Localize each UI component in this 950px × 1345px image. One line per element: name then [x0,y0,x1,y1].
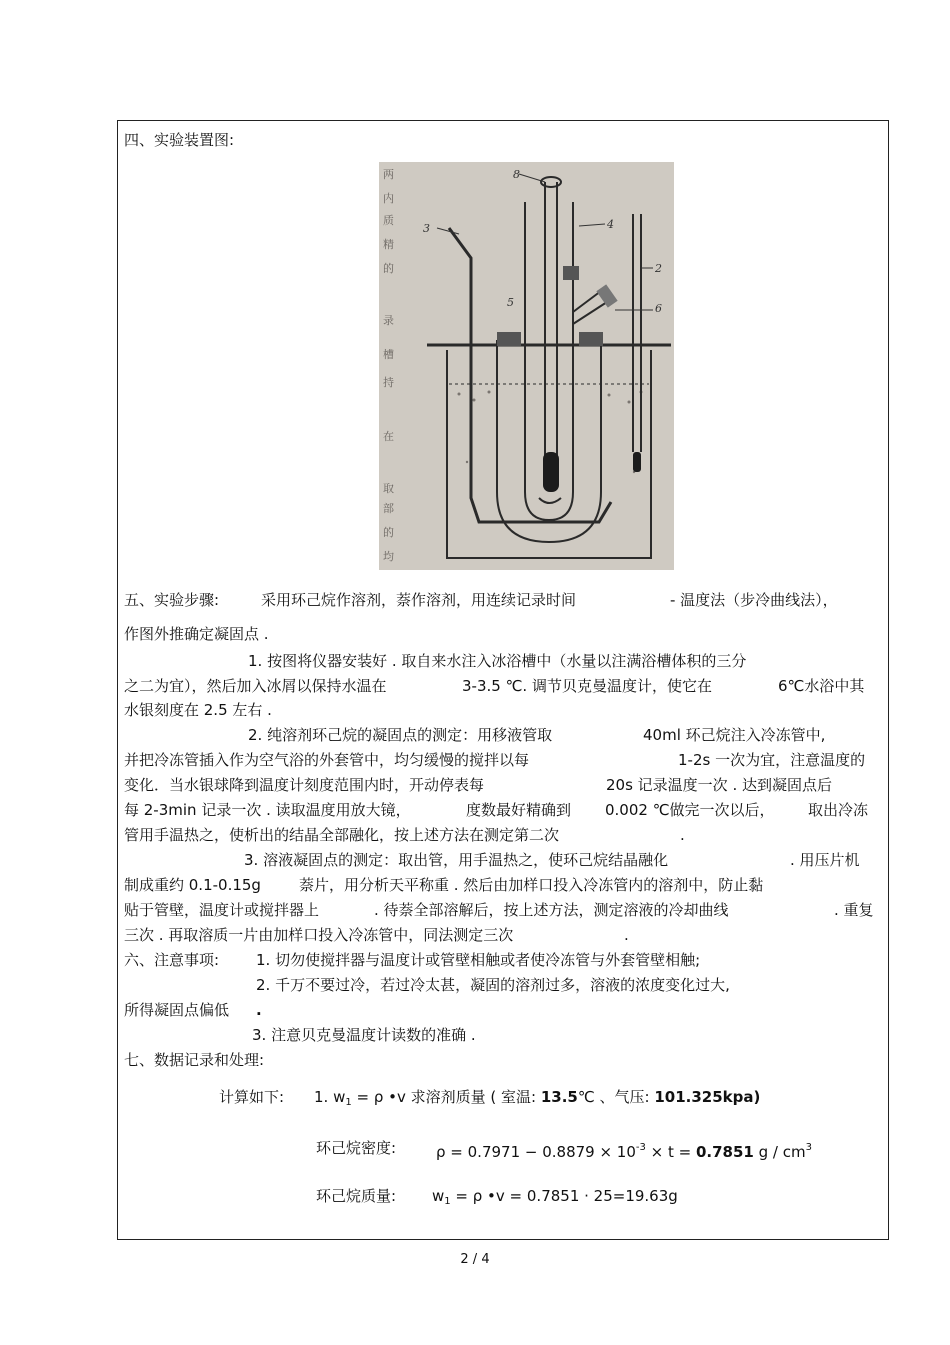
side-char: 部 [383,502,394,515]
section5-heading: 五、实验步骤: [124,591,220,609]
calc-line-1: 1. $w_1 = \rho$ •v 求溶剂质量 ( 室温: 13.5℃ 、气压: 101.325kpa) [314,1088,761,1108]
note-2-b: 所得凝固点偏低 [124,1001,230,1019]
figure-label-6: 6 [655,302,662,315]
mass-label: 环己烷质量: [316,1187,397,1205]
step2-line-d: 1-2s 一次为宜，注意温度的 [678,751,866,769]
figure-label-4: 4 [607,218,614,231]
section5-intro-a: 采用环己烷作溶剂，萘作溶剂，用连续记录时间 [261,591,577,609]
step3-line-f: . 待萘全部溶解后，按上述方法，测定溶液的冷却曲线 [374,901,729,919]
side-char: 的 [383,262,394,275]
section5-intro-b: - 温度法（步冷曲线法）， [670,591,838,609]
note-1: 1. 切勿使搅拌器与温度计或管壁相触或者使冷冻管与外套管壁相触; [256,951,701,969]
side-char: 的 [383,526,394,539]
step2-line-c: 并把冷冻管插入作为空气浴的外套管中，均匀缓慢的搅拌以每 [124,751,530,769]
note-2-a: 2. 千万不要过冷，若过冷太甚，凝固的溶剂过多，溶液的浓度变化过大, [256,976,730,994]
side-char: 精 [383,238,394,251]
step2-line-a: 2. 纯溶剂环己烷的凝固点的测定：用移液管取 [248,726,553,744]
side-char: 两 [383,168,394,181]
figure-label-3: 3 [423,222,430,235]
density-value: 0.7851 [695,1143,754,1161]
step1-line-e: 水银刻度在 2.5 左右 . [124,701,272,719]
step3-line-h: 三次 . 再取溶质一片由加样口投入冷冻管中，同法测定三次 [124,926,514,944]
step1-line-c: 3-3.5 ℃. 调节贝克曼温度计，使它在 [462,677,712,695]
density-formula: $\rho = 0.7971 - 0.8879 \times 10^{-3} \times t = 0.7851$ g / $cm^3$ [436,1142,812,1161]
note-3: 3. 注意贝克曼温度计读数的准确 . [252,1026,476,1044]
section7-heading: 七、数据记录和处理: [124,1051,265,1069]
step3-line-d: 萘片，用分析天平称重 . 然后由加样口投入冷冻管内的溶剂中，防止黏 [299,876,764,894]
side-char: 在 [383,430,394,443]
side-char: 质 [383,214,394,227]
apparatus-figure [379,162,674,570]
step1-line-d: 6℃水浴中其 [778,677,865,695]
step1-line-a: 1. 按图将仪器安装好 . 取自来水注入冰浴槽中（水量以注满浴槽体积的三分 [248,652,747,670]
step2-line-h: 度数最好精确到 [466,801,572,819]
step2-line-b: 40ml 环己烷注入冷冻管中, [643,726,826,744]
density-label: 环己烷密度: [316,1139,397,1157]
page-number: 2 / 4 [460,1252,490,1267]
figure-label-5: 5 [507,296,514,309]
step1-line-b: 之二为宜），然后加入冰屑以保持水温在 [124,677,387,695]
step3-line-b: . 用压片机 [790,851,860,869]
step2-line-j: 取出冷冻 [808,801,869,819]
section4-heading: 四、实验装置图: [124,131,235,149]
side-char: 持 [383,376,394,389]
step2-line-k: 管用手温热之，使析出的结晶全部融化，按上述方法在测定第二次 [124,826,560,844]
note-2-c: . [256,1001,262,1019]
step2-line-i: 0.002 ℃做完一次以后， [605,801,775,819]
room-temp-value: 13.5 [540,1088,578,1106]
step2-line-l: . [680,826,685,844]
side-char: 内 [383,192,394,205]
pressure-value: 101.325kpa) [654,1088,761,1106]
step3-line-i: . [624,926,629,944]
side-char: 录 [383,314,394,327]
figure-label-2: 2 [655,262,662,275]
step3-line-c: 制成重约 0.1-0.15g [124,876,261,894]
step3-line-a: 3. 溶液凝固点的测定：取出管，用手温热之，使环己烷结晶融化 [244,851,669,869]
side-char: 均 [383,550,394,563]
step2-line-f: 20s 记录温度一次 . 达到凝固点后 [606,776,832,794]
side-char: 取 [383,482,394,495]
figure-label-8: 8 [513,168,520,181]
section6-heading: 六、注意事项: [124,951,220,969]
side-char: 槽 [383,348,394,361]
step3-line-e: 贴于管壁，温度计或搅拌器上 [124,901,320,919]
section5-intro-c: 作图外推确定凝固点 . [124,625,269,643]
mass-formula: $w_1 = \rho$ •v = 0.7851 · 25=19.63g [432,1187,678,1207]
step2-line-g: 每 2-3min 记录一次 . 读取温度用放大镜， [124,801,411,819]
calc-label: 计算如下: [219,1088,285,1106]
step2-line-e: 变化．当水银球降到温度计刻度范围内时，开动停表每 [124,776,485,794]
step3-line-g: . 重复 [834,901,874,919]
